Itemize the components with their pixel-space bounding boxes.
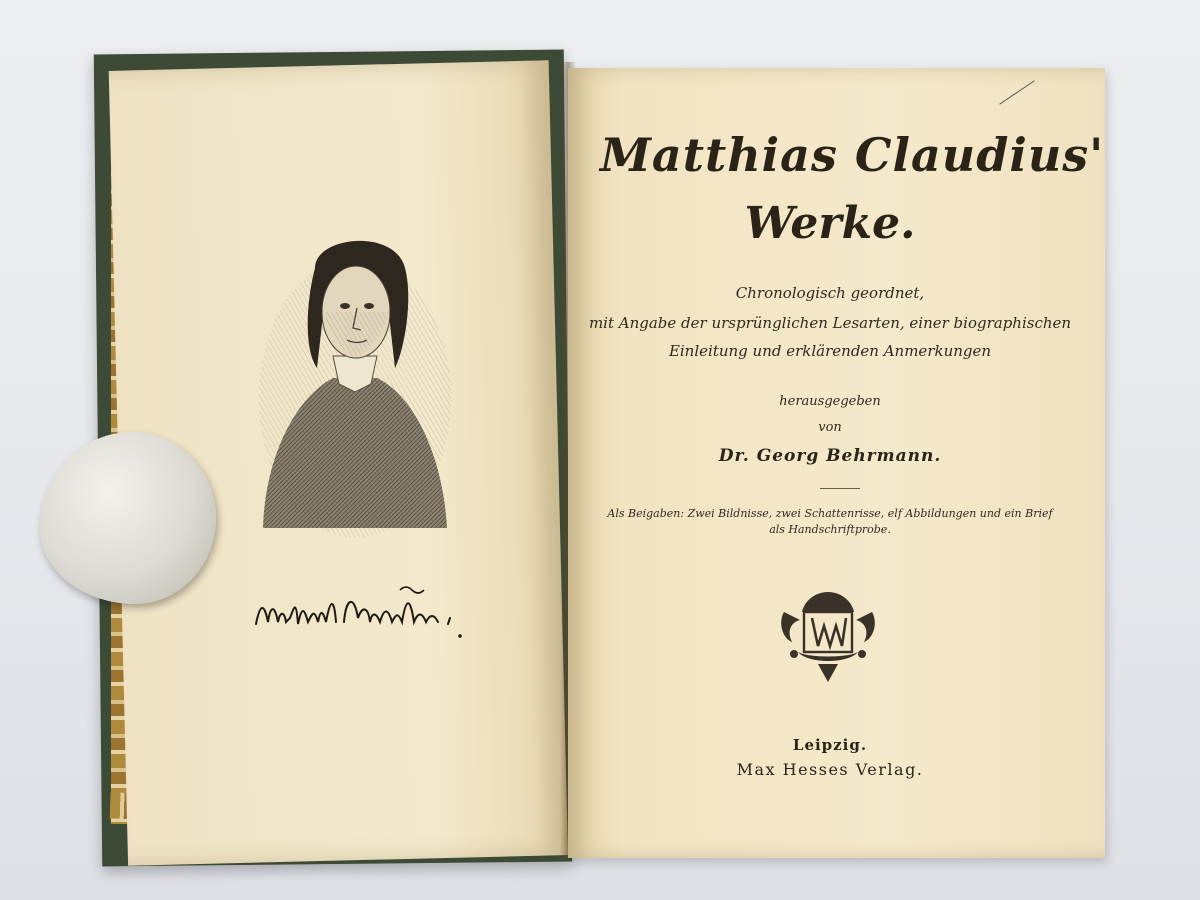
publication-city: Leipzig. [792,736,868,754]
supplements-line-1: Als Beigaben: Zwei Bildnisse, zwei Schattenrisse, elf Abbildungen und ein Brief [607,507,1053,520]
subtitle-line-3: Einleitung und erklärenden Anmerkungen [668,342,992,360]
publisher-emblem [774,582,882,686]
by-label: von [818,420,842,435]
title-author: Matthias Claudius' [600,128,1105,182]
subtitle-line-2: mit Angabe der ursprünglichen Lesarten, einer biographischen [588,314,1072,332]
editor-name: Dr. Georg Behrmann. [718,446,942,466]
paperweight-stone [40,432,216,604]
portrait-engraving [255,228,455,552]
title-works: Werke. [744,198,916,249]
divider-rule [820,488,860,489]
edited-by-label: herausgegeben [779,394,881,409]
subtitle-line-1: Chronologisch geordnet, [735,284,925,302]
publisher-name: Max Hesses Verlag. [736,760,924,779]
handwritten-signature [250,578,480,648]
supplements-line-2: als Handschriftprobe. [769,523,891,536]
